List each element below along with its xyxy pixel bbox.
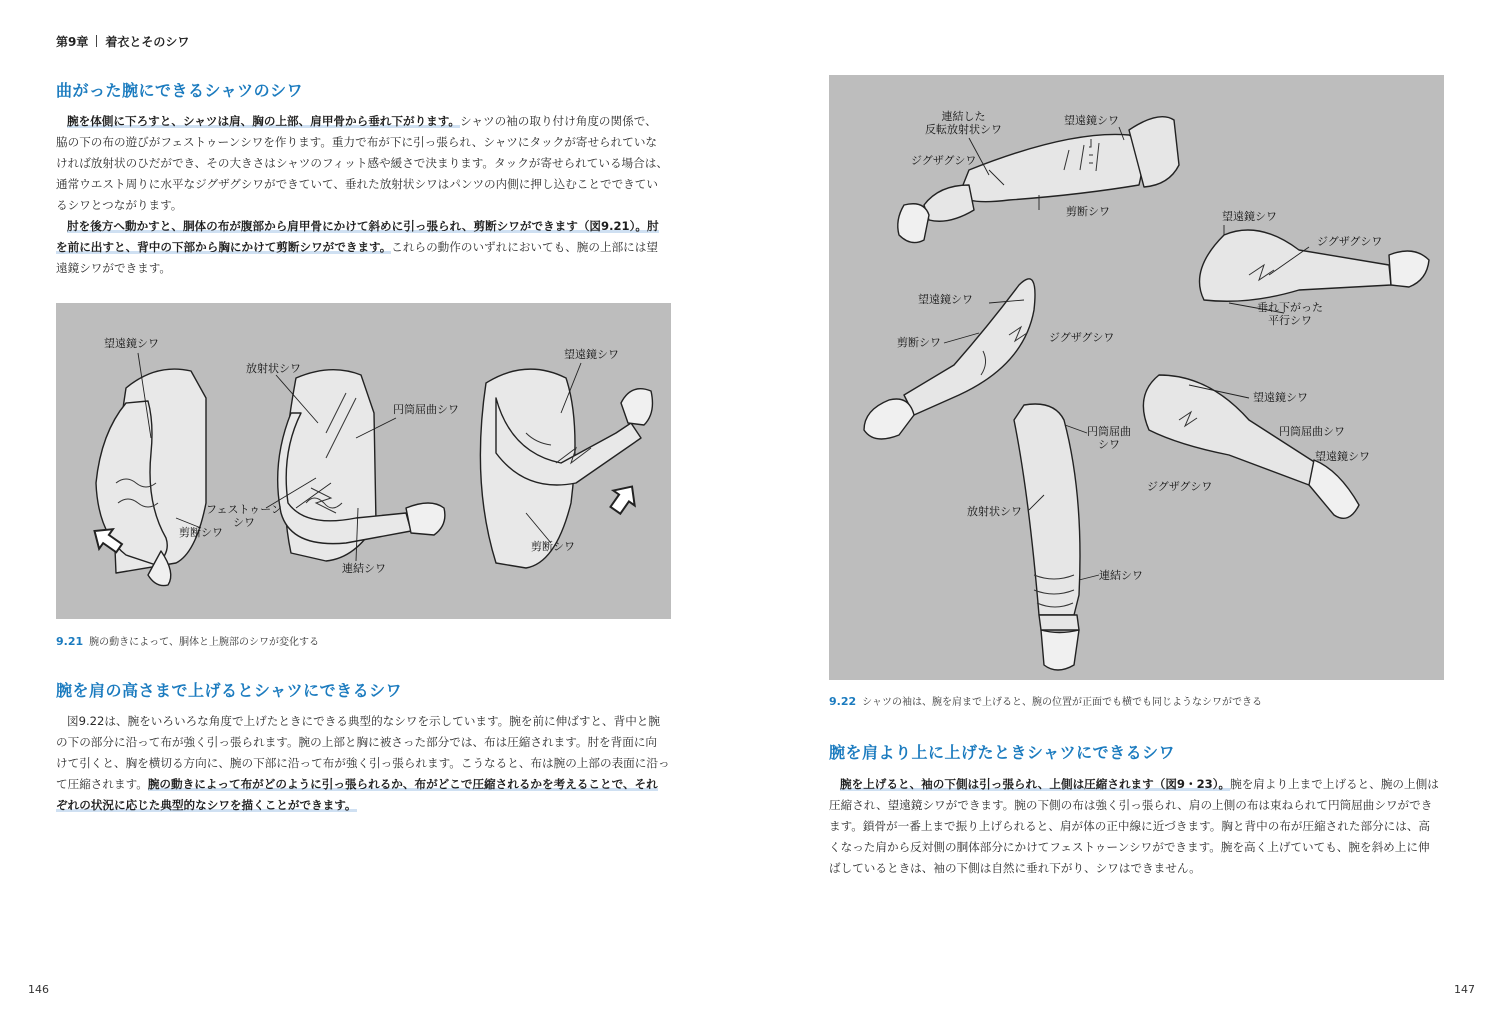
text-line	[829, 774, 1439, 795]
header-divider	[96, 35, 97, 47]
body-text: シャツの袖の取り付け角度の関係で、	[460, 114, 657, 128]
paragraph-above-shoulder	[829, 774, 1439, 879]
section-heading-shoulder-height: 腕を肩の高さまで上げるとシャツにできるシワ	[56, 681, 403, 700]
figure-label: フェストゥーン シワ	[206, 503, 282, 529]
text-line: けて引くと、胸を横切る方向に、腕の下部に沿って布が強く引っ張られます。こうなると、布は腕の上部の表面に沿っ	[56, 756, 670, 770]
text-line: の下の部分に沿って布が強く引っ張られます。腕の上部と胸に被さった部分では、布は圧縮されます。肘を背面に向	[56, 735, 658, 749]
figure-caption-9-21	[56, 633, 319, 648]
highlighted-text: ぞれの状況に応じた典型的なシワを描くことができます。	[56, 798, 357, 812]
highlighted-text: 腕を上げると、袖の下側は引っ張られ、上側は圧縮されます（図9・23）。	[840, 777, 1231, 791]
figure-label: 円筒屈曲 シワ	[1087, 425, 1131, 451]
figure-label: 望遠鏡シワ	[564, 348, 619, 361]
figure-label: 望遠鏡シワ	[1064, 114, 1119, 127]
figure-label: 垂れ下がった 平行シワ	[1257, 301, 1323, 327]
figure-label: 連結シワ	[342, 562, 386, 575]
figure-label: 望遠鏡シワ	[1222, 210, 1277, 223]
highlighted-text: 腕の動きによって布がどのように引っ張られるか、布がどこで圧縮されるかを考えることで、それ	[147, 777, 658, 791]
text-line: 通常ウエスト周りに水平なジグザグシワができていて、垂れた放射状シワはパンツの内側に押し込むことでできてい	[56, 177, 658, 191]
figure-caption-9-22	[829, 693, 1262, 708]
paragraph-shoulder-height	[56, 711, 670, 816]
figure-label: ジグザグシワ	[1317, 235, 1383, 248]
figure-label: 放射状シワ	[246, 362, 301, 375]
running-header	[56, 33, 189, 50]
figure-label: 連結した 反転放射状シワ	[925, 110, 1002, 136]
figure-label: 円筒屈曲シワ	[393, 403, 459, 416]
text-line: 脇の下の布の遊びがフェストゥーンシワを作ります。重力で布が下に引っ張られ、シャツにタックが寄せられていな	[56, 135, 658, 149]
chapter-number: 第9章	[56, 35, 89, 49]
text-line: くなった肩から反対側の胴体部分にかけてフェストゥーンシワができます。腕を高く上げていても、腕を斜め上に伸	[829, 840, 1430, 854]
figure-label: ジグザグシワ	[911, 154, 977, 167]
figure-label: 剪断シワ	[897, 336, 941, 349]
figure-label: 望遠鏡シワ	[918, 293, 973, 306]
figure-number: 9.22	[829, 695, 857, 708]
text-line: るシワとつながります。	[56, 198, 183, 212]
text-line	[56, 774, 670, 795]
figure-label: 円筒屈曲シワ	[1279, 425, 1345, 438]
text-line	[56, 237, 668, 258]
highlighted-text: を前に出すと、背中の下部から胸にかけて剪断シワができます。	[56, 240, 392, 254]
figure-label: 剪断シワ	[179, 526, 223, 539]
text-line: 図9.22は、腕をいろいろな角度で上げたときにできる典型的なシワを示しています。腕を前に伸ばすと、背中と腕	[67, 714, 660, 728]
figure-9-22	[829, 75, 1444, 680]
figure-label: 剪断シワ	[531, 540, 575, 553]
figure-label: 放射状シワ	[967, 505, 1022, 518]
figure-label: ジグザグシワ	[1147, 480, 1213, 493]
figure-9-21	[56, 303, 671, 619]
text-line: ばしているときは、袖の下側は自然に垂れ下がり、シワはできません。	[829, 861, 1201, 875]
text-line	[56, 111, 668, 132]
body-text: て圧縮されます。	[56, 777, 148, 791]
text-line: ければ放射状のひだができ、その大きさはシャツのフィット感や緩さで決まります。タックが寄せられている場合は、	[56, 156, 668, 170]
caption-text: 腕の動きによって、胴体と上腕部のシワが変化する	[89, 637, 319, 648]
figure-number: 9.21	[56, 635, 84, 648]
figure-label: ジグザグシワ	[1049, 331, 1115, 344]
page-number-left: 146	[28, 983, 49, 996]
section-heading-bent-arm: 曲がった腕にできるシャツのシワ	[56, 81, 304, 100]
text-line: ます。鎖骨が一番上まで振り上げられると、肩が体の正中線に近づきます。胸と背中の布が圧縮された部分には、高	[829, 819, 1431, 833]
text-line: 遠鏡シワができます。	[56, 261, 172, 275]
text-line	[56, 216, 668, 237]
highlighted-text: 腕を体側に下ろすと、シャツは肩、胸の上部、肩甲骨から垂れ下がります。	[67, 114, 461, 128]
highlighted-text: 肘を後方へ動かすと、胴体の布が腹部から肩甲骨にかけて斜めに引っ張られ、剪断シワができます（図9.21）。肘	[67, 219, 659, 233]
page-number-right: 147	[1454, 983, 1475, 996]
body-text: これらの動作のいずれにおいても、腕の上部には望	[391, 240, 658, 254]
body-text: 腕を肩より上まで上げると、腕の上側は	[1230, 777, 1439, 791]
figure-label: 望遠鏡シワ	[1315, 450, 1370, 463]
chapter-title: 着衣とそのシワ	[105, 35, 190, 49]
figure-label: 望遠鏡シワ	[1253, 391, 1308, 404]
figure-label: 連結シワ	[1099, 569, 1143, 582]
paragraph-bent-arm	[56, 111, 668, 279]
text-line: 圧縮され、望遠鏡シワができます。腕の下側の布は強く引っ張られ、肩の上側の布は束ねられて円筒屈曲シワができ	[829, 798, 1433, 812]
text-line	[56, 795, 670, 816]
figure-label: 剪断シワ	[1066, 205, 1110, 218]
section-heading-above-shoulder: 腕を肩より上に上げたときシャツにできるシワ	[829, 743, 1176, 762]
figure-label: 望遠鏡シワ	[104, 337, 159, 350]
caption-text: シャツの袖は、腕を肩まで上げると、腕の位置が正面でも横でも同じようなシワができる	[862, 697, 1262, 708]
